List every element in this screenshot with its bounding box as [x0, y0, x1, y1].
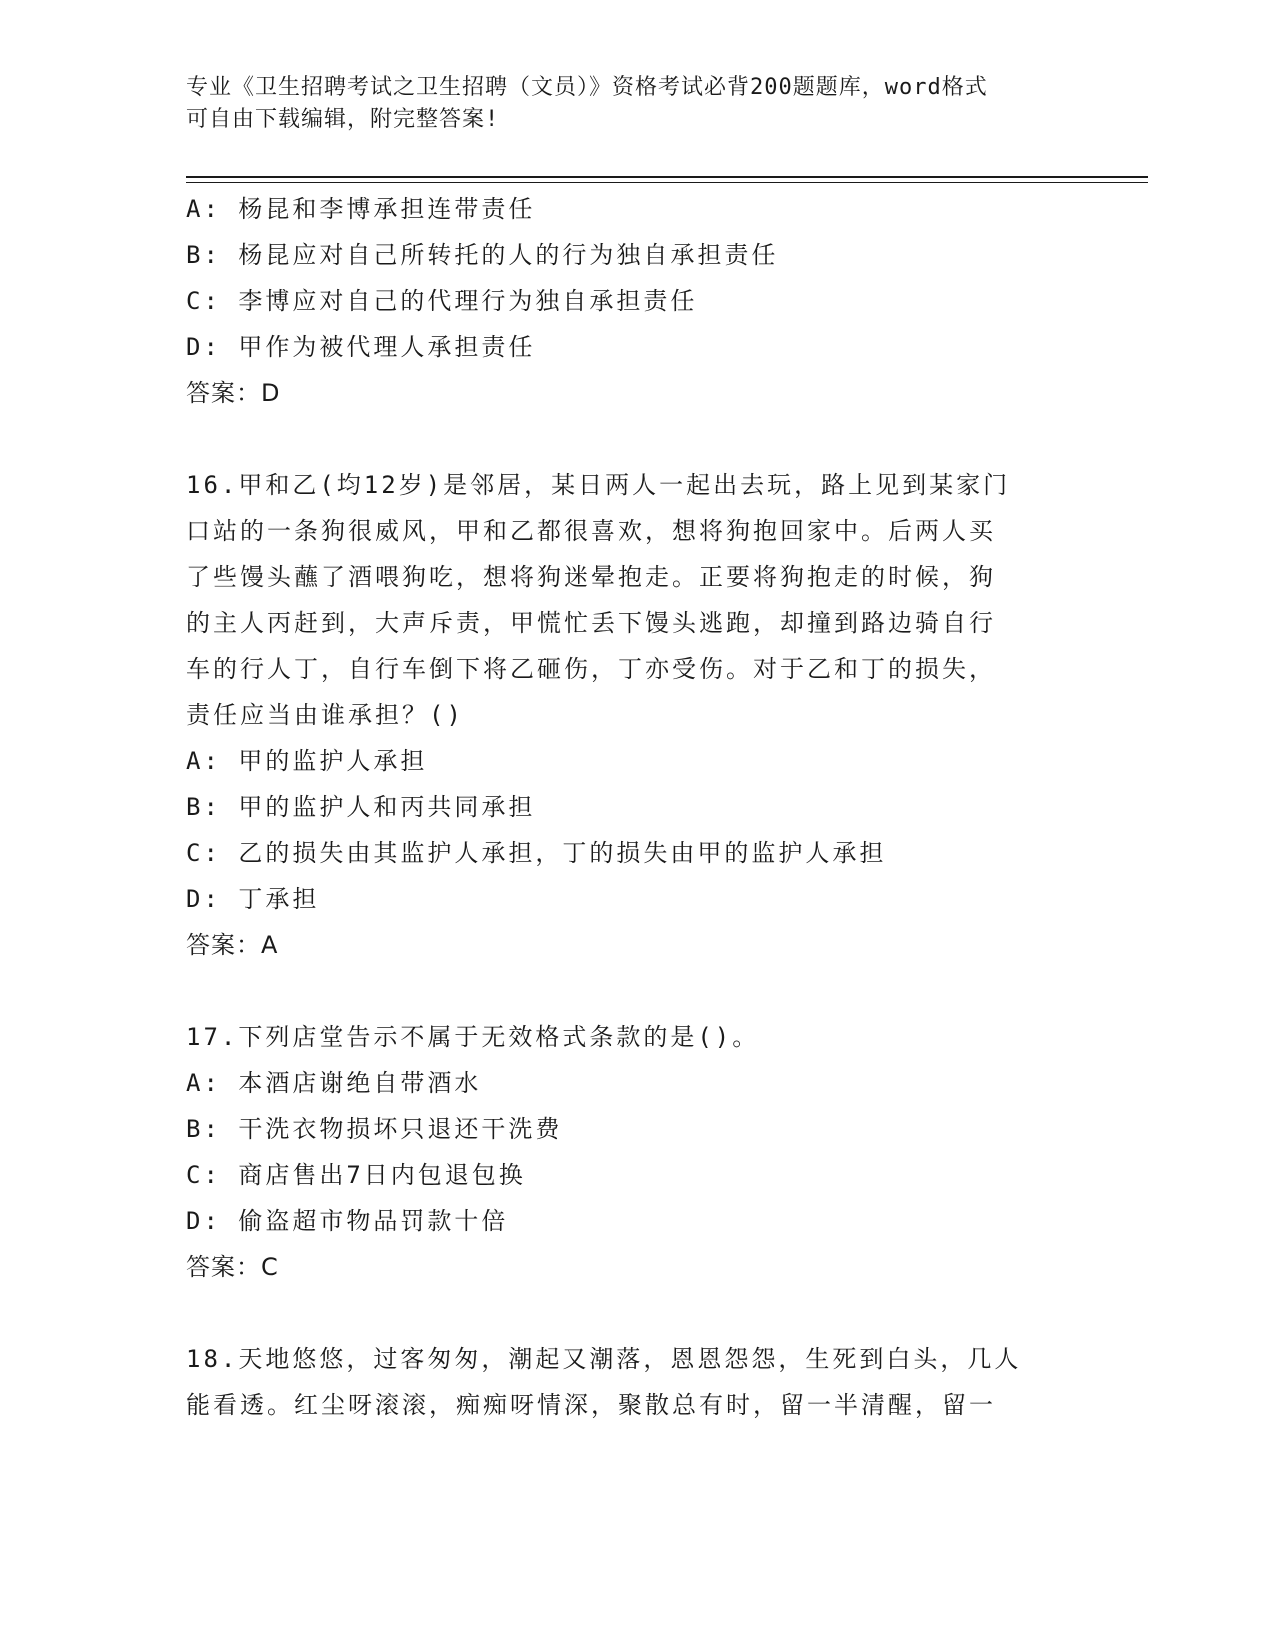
option-d: D: 甲作为被代理人承担责任	[186, 333, 536, 361]
question-stem-line: 的主人丙赶到，大声斥责，甲慌忙丢下馒头逃跑，却撞到路边骑自行	[186, 609, 996, 637]
question-16-block	[186, 462, 1086, 968]
spacer	[186, 968, 1086, 1014]
header-rule-thin	[186, 182, 1148, 183]
option-b: B: 杨昆应对自己所转托的人的行为独自承担责任	[186, 241, 779, 269]
question-stem-line: 18.天地悠悠，过客匆匆，潮起又潮落，恩恩怨怨，生死到白头，几人	[186, 1345, 1022, 1373]
question-17-block	[186, 1014, 1086, 1290]
answer-line: 答案：C	[186, 1253, 279, 1281]
question-stem-line: 责任应当由谁承担？()	[186, 701, 464, 729]
question-stem-line: 17.下列店堂告示不属于无效格式条款的是()。	[186, 1023, 760, 1051]
spacer	[186, 1290, 1086, 1336]
header-rule-thick	[186, 176, 1148, 178]
header-title-line-2: 可自由下载编辑，附完整答案!	[186, 107, 500, 132]
answer-line: 答案：D	[186, 379, 281, 407]
question-stem-line: 16.甲和乙(均12岁)是邻居，某日两人一起出去玩，路上见到某家门	[186, 471, 1011, 499]
spacer	[186, 416, 1086, 462]
document-header	[186, 72, 1066, 136]
option-d: D: 偷盗超市物品罚款十倍	[186, 1207, 509, 1235]
option-c: C: 李博应对自己的代理行为独自承担责任	[186, 287, 698, 315]
option-c: C: 商店售出7日内包退包换	[186, 1161, 526, 1189]
question-stem-line: 车的行人丁，自行车倒下将乙砸伤，丁亦受伤。对于乙和丁的损失，	[186, 655, 996, 683]
question-list	[186, 186, 1086, 1428]
option-a: A: 甲的监护人承担	[186, 747, 428, 775]
question-15-block	[186, 186, 1086, 416]
option-c: C: 乙的损失由其监护人承担，丁的损失由甲的监护人承担	[186, 839, 887, 867]
question-stem-line: 了些馒头蘸了酒喂狗吃，想将狗迷晕抱走。正要将狗抱走的时候，狗	[186, 563, 996, 591]
question-stem-line: 口站的一条狗很威风，甲和乙都很喜欢，想将狗抱回家中。后两人买	[186, 517, 996, 545]
option-a: A: 杨昆和李博承担连带责任	[186, 195, 536, 223]
question-18-block	[186, 1336, 1086, 1428]
answer-line: 答案：A	[186, 931, 279, 959]
option-d: D: 丁承担	[186, 885, 320, 913]
option-a: A: 本酒店谢绝自带酒水	[186, 1069, 482, 1097]
option-b: B: 干洗衣物损坏只退还干洗费	[186, 1115, 563, 1143]
option-b: B: 甲的监护人和丙共同承担	[186, 793, 536, 821]
question-stem-line: 能看透。红尘呀滚滚，痴痴呀情深，聚散总有时，留一半清醒，留一	[186, 1391, 996, 1419]
header-title-line-1: 专业《卫生招聘考试之卫生招聘（文员）》资格考试必背200题题库，word格式	[186, 75, 988, 100]
